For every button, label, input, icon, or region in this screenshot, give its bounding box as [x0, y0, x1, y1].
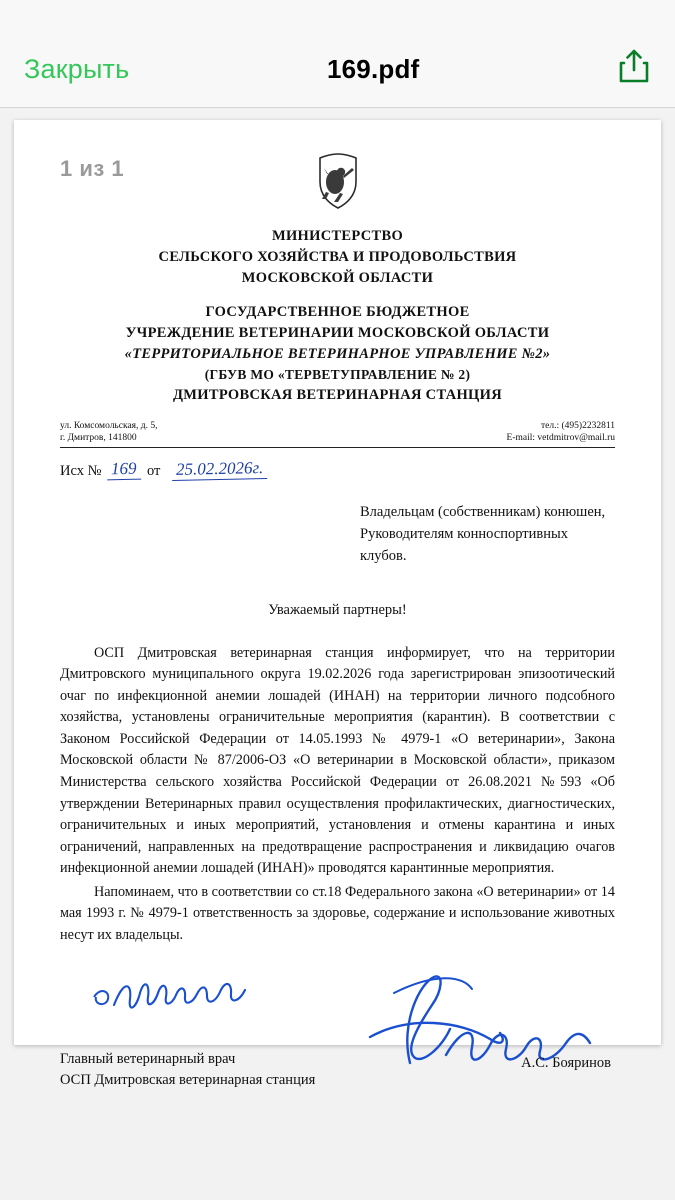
page-scroll-area[interactable]	[0, 108, 675, 1200]
outgoing-date-value: 25.02.2026г.	[172, 458, 268, 481]
address-line-1: ул. Комсомольская, д. 5,	[60, 420, 158, 431]
body-paragraph-2: Напоминаем, что в соответствии со ст.18 Федерального закона «О ветеринарии» от 14 мая 1993 г. № 4979-1 ответственность за здоровье, содержание и использование животных несут их владельцы.	[60, 883, 615, 944]
header-line-8: ДМИТРОВСКАЯ ВЕТЕРИНАРНАЯ СТАНЦИЯ	[173, 386, 502, 403]
pdf-page	[14, 120, 661, 1089]
salutation: Уважаемый партнеры!	[268, 601, 407, 618]
body-paragraph-1: ОСП Дмитровская ветеринарная станция информирует, что на территории Дмитровского муниципального округа 19.02.2026 года зарегистрирован эпизоотический очаг по инфекционной анемии лошадей (ИНАН) на территории личного подсобного хозяйства, установлены ограничительные мероприятия (карантин). В соответствии с Законом Российской Федерации от 14.05.1993 № 4979-1 «О ветеринарии», Закона Московской области № 87/2006-ОЗ «О ветеринарии в Московской области», приказом Министерства сельского хозяйства Российской Федерации от 26.08.2021 №593 «Об утверждении Ветеринарных правил осуществления профилактических, диагностических, ограничительных и иных мероприятий, установления и отмены карантина и иных ограничений, направленных на предотвращение распространения и ликвидацию очагов инфекционной анемии лошадей (ИНАН)» проводятся карантинные мероприятия.	[60, 644, 615, 877]
close-button[interactable]: Закрыть	[24, 54, 130, 84]
document-title: 169.pdf	[326, 54, 420, 84]
address-line-2: г. Дмитров, 141800	[60, 433, 137, 444]
share-icon[interactable]	[617, 47, 651, 85]
outgoing-date-label: от	[146, 463, 161, 480]
document-body	[60, 643, 615, 947]
header-line-7: (ГБУВ МО «ТЕРВЕТУПРАВЛЕНИЕ № 2)	[204, 367, 471, 383]
outgoing-number-value: 169	[107, 459, 141, 481]
outgoing-number-line	[60, 454, 615, 480]
coat-of-arms-icon	[60, 152, 615, 214]
signer-name: А.С. Бояринов	[521, 1054, 611, 1071]
phone-number: тел.: (495)2232811	[541, 420, 615, 431]
signer-role-line-1: Главный ветеринарный врач	[60, 1050, 236, 1067]
header-line-5: УЧРЕЖДЕНИЕ ВЕТЕРИНАРИИ МОСКОВСКОЙ ОБЛАСТИ	[125, 325, 550, 342]
page-counter: 1 из 1	[60, 156, 125, 181]
header-line-2: СЕЛЬСКОГО ХОЗЯЙСТВА И ПРОДОВОЛЬСТВИЯ	[158, 249, 517, 266]
header-line-6: «ТЕРРИТОРИАЛЬНОЕ ВЕТЕРИНАРНОЕ УПРАВЛЕНИЕ №2»	[124, 346, 551, 363]
header-line-4: ГОСУДАРСТВЕННОЕ БЮДЖЕТНОЕ	[205, 304, 470, 321]
contacts-block	[60, 420, 615, 449]
organization-header	[60, 226, 615, 406]
header-line-3: МОСКОВСКОЙ ОБЛАСТИ	[241, 270, 434, 287]
signature-block	[60, 993, 615, 1113]
addressee-block	[360, 502, 615, 567]
header-line-1: МИНИСТЕРСТВО	[271, 228, 404, 244]
signer-role-line-2: ОСП Дмитровская ветеринарная станция	[60, 1072, 316, 1089]
addressee-line-2: Руководителям конноспортивных клубов.	[360, 526, 568, 564]
addressee-line-1: Владельцам (собственникам) конюшен,	[360, 504, 606, 521]
outgoing-number-label: Исх №	[60, 463, 102, 480]
viewer-toolbar	[0, 0, 675, 108]
email-address: E-mail: vetdmitrov@mail.ru	[506, 433, 615, 444]
